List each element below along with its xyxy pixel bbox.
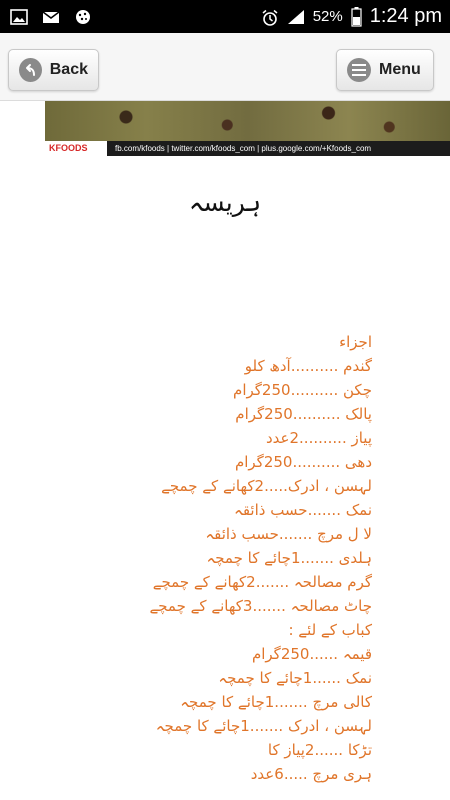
kfoods-logo: KFOODS <box>45 141 107 156</box>
food-photo <box>45 101 450 141</box>
ingredient-line: کباب کے لئے : <box>288 621 372 639</box>
ingredients-list <box>70 330 372 786</box>
back-arrow-icon <box>19 58 42 82</box>
ingredient-line: قیمہ ......250گرام <box>251 645 372 663</box>
status-bar <box>0 0 450 33</box>
hamburger-icon <box>347 58 371 82</box>
signal-icon <box>287 9 305 25</box>
ingredient-line: نمک ......1چائے کا چمچہ <box>218 669 372 687</box>
notification-icons <box>0 9 92 25</box>
social-links-text: fb.com/kfoods | twitter.com/kfoods_com | plus.google.com/+Kfoods_com <box>115 144 372 153</box>
recipe-title: ہریسہ <box>188 188 262 217</box>
ingredient-line: چاٹ مصالحہ .......3کھانے کے چمچے <box>149 597 372 615</box>
recipe-banner-image <box>45 101 450 156</box>
menu-button[interactable] <box>336 49 434 91</box>
ingredient-line: لہسن ، ادرک.....2کھانے کے چمچے <box>161 477 372 495</box>
ingredient-line: نمک .......حسب ذائقہ <box>234 501 372 519</box>
back-button[interactable] <box>8 49 99 91</box>
battery-icon <box>351 7 362 27</box>
ingredient-line: پالک ..........250گرام <box>235 405 372 423</box>
battery-percent: 52% <box>312 8 343 25</box>
ingredient-line: گرم مصالحہ .......2کھانے کے چمچے <box>152 573 372 591</box>
app-toolbar <box>0 33 450 101</box>
clock-time: 1:24 pm <box>369 5 442 27</box>
ingredient-line: کالی مرچ .......1چائے کا چمچہ <box>180 693 372 711</box>
system-icons <box>261 5 450 28</box>
ingredient-line: چکن ..........250گرام <box>233 381 372 399</box>
mail-icon <box>42 9 60 25</box>
gallery-icon <box>10 9 28 25</box>
ingredient-line: تڑکا ......2پیاز کا <box>267 741 372 759</box>
ingredient-line: ہلدی .......1چائے کا چمچہ <box>206 549 372 567</box>
menu-button-label: Menu <box>379 61 421 78</box>
ingredients-heading: اجزاء <box>339 333 372 351</box>
back-button-label: Back <box>49 61 88 78</box>
cookie-icon <box>74 9 92 25</box>
ingredient-line: لا ل مرچ .......حسب ذائقہ <box>205 525 372 543</box>
ingredient-line: پیاز ..........2عدد <box>265 429 372 447</box>
ingredient-line: دھی ..........250گرام <box>234 453 372 471</box>
banner-footer <box>45 141 450 156</box>
ingredient-line: لہسن ، ادرک .......1چائے کا چمچہ <box>155 717 372 735</box>
ingredient-line: ہری مرچ .....6عدد <box>250 765 372 783</box>
ingredient-line: گندم ..........آدھ کلو <box>244 357 372 375</box>
alarm-icon <box>261 9 279 25</box>
